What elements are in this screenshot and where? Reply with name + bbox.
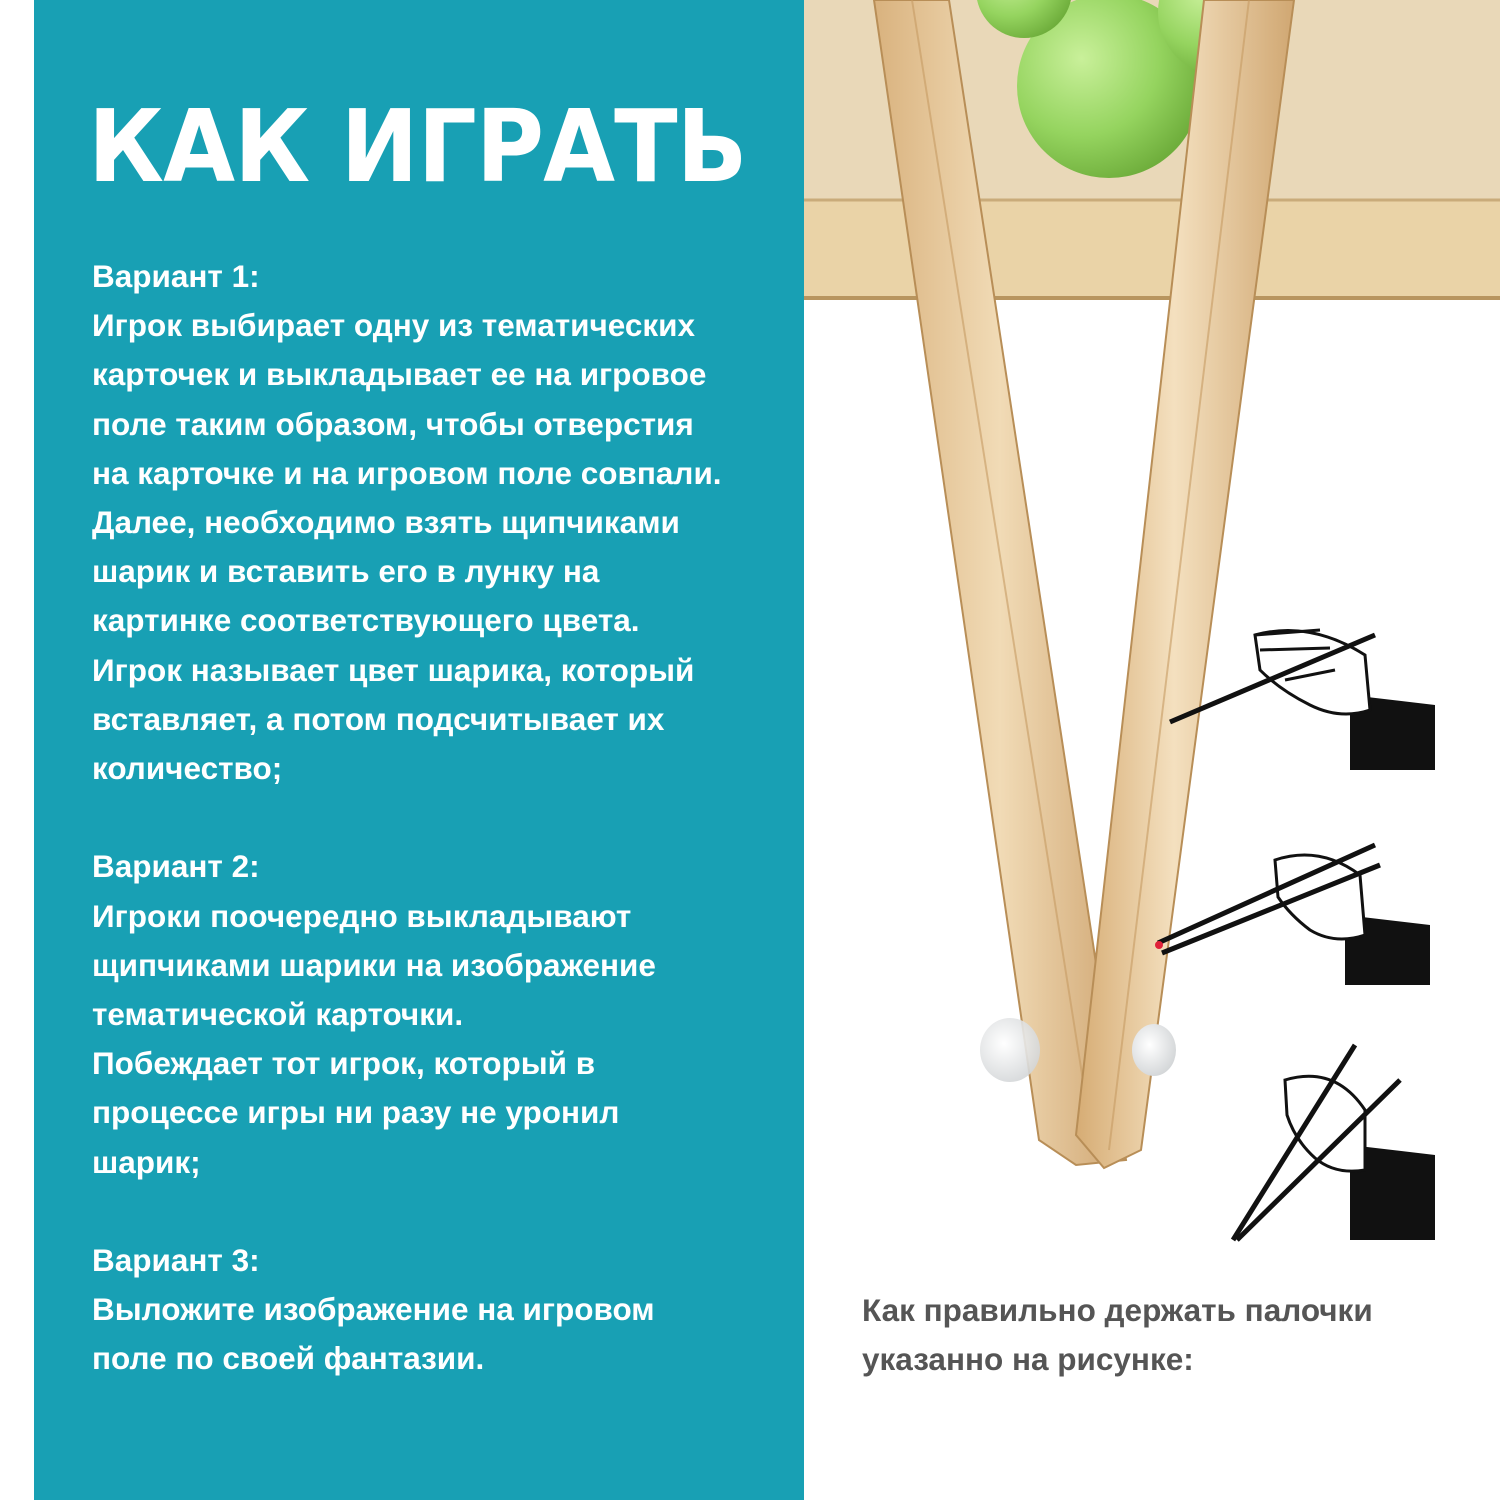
variant-heading: Вариант 1: (92, 258, 260, 294)
variant-text-line: щипчиками шарики на изображение (92, 946, 656, 983)
variant-3 (92, 1236, 792, 1384)
variant-text-line: поле по своей фантазии. (92, 1340, 485, 1377)
hand-illustration-2 (1150, 835, 1440, 995)
hand-illustration-1 (1160, 600, 1450, 780)
hand-illustration-3 (1225, 1040, 1440, 1245)
variant-text-line: количество; (92, 750, 283, 787)
variant-text-line: Побеждает тот игрок, который в (92, 1045, 596, 1082)
variant-heading: Вариант 2: (92, 848, 260, 885)
variant-text-line: картинке соответствующего цвета. (92, 602, 640, 639)
variant-text-line: карточек и выкладывает ее на игровое (92, 356, 707, 393)
caption-line: Как правильно держать палочки (862, 1292, 1373, 1328)
variant-1 (92, 252, 792, 793)
variant-text-line: процессе игры ни разу не уронил (92, 1094, 620, 1131)
rules-list (92, 252, 792, 1384)
variant-text-line: Игроки поочередно выкладывают (92, 897, 632, 934)
variant-heading: Вариант 3: (92, 1242, 260, 1279)
variant-text-line: шарик и вставить его в лунку на (92, 553, 600, 590)
variant-text-line: Выложите изображение на игровом (92, 1291, 655, 1328)
caption-line: указанно на рисунке: (862, 1341, 1194, 1378)
variant-text-line: Игрок называет цвет шарика, который (92, 651, 695, 688)
tongs-knob (980, 1018, 1040, 1082)
variant-text-line: тематической карточки. (92, 996, 464, 1033)
variant-text-line: Игрок выбирает одну из тематических (92, 307, 696, 344)
tongs-knob (1132, 1024, 1176, 1076)
variant-text-line: на карточке и на игровом поле совпали. (92, 454, 722, 491)
variant-text-line: Далее, необходимо взять щипчиками (92, 504, 680, 541)
variant-text-line: вставляет, а потом подсчитывает их (92, 700, 665, 737)
variant-text-line: шарик; (92, 1143, 201, 1180)
variant-2 (92, 842, 792, 1186)
holding-instructions-caption (862, 1286, 1482, 1384)
page-title: КАК ИГРАТЬ (88, 88, 747, 205)
variant-text-line: поле таким образом, чтобы отверстия (92, 405, 694, 442)
